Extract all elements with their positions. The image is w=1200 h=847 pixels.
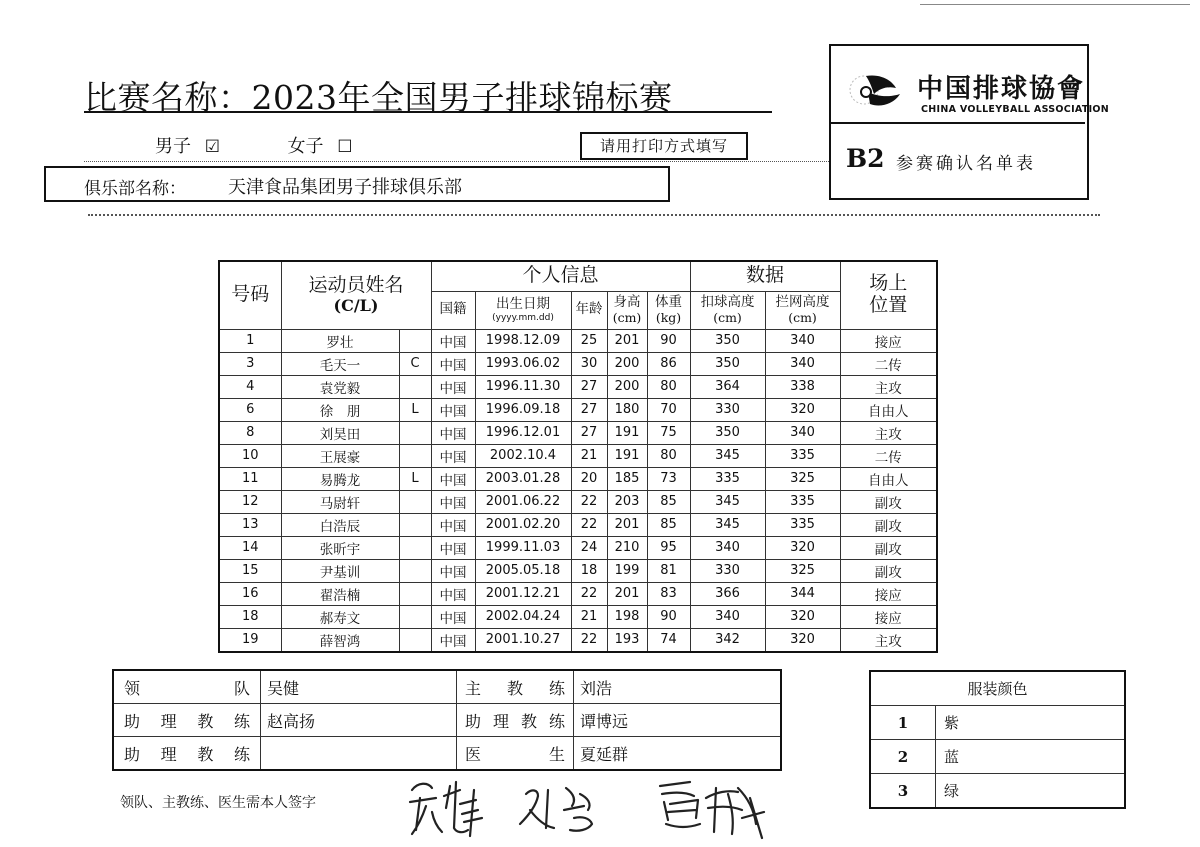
roster-cell-weight: 74 <box>647 628 690 652</box>
roster-cell-block: 320 <box>765 628 840 652</box>
roster-cell-nationality: 中国 <box>431 444 475 467</box>
roster-cell-block: 320 <box>765 398 840 421</box>
competition-label: 比赛名称： <box>84 78 252 117</box>
header-name-sub: (C/L) <box>333 295 379 315</box>
roster-cell-cl <box>399 582 431 605</box>
table-row <box>219 421 937 444</box>
header-number: 号码 <box>219 261 281 329</box>
roster-cell-number: 14 <box>219 536 281 559</box>
roster-cell-number: 11 <box>219 467 281 490</box>
roster-cell-number: 12 <box>219 490 281 513</box>
table-row <box>219 490 937 513</box>
roster-cell-age: 30 <box>571 352 607 375</box>
roster-cell-nationality: 中国 <box>431 582 475 605</box>
association-name-cn: 中国排球協會 <box>917 74 1086 104</box>
roster-cell-block: 340 <box>765 421 840 444</box>
header-height-label: 身高 <box>613 294 641 311</box>
staff-name-left <box>261 737 457 771</box>
header-name <box>281 261 431 329</box>
roster-cell-number: 13 <box>219 513 281 536</box>
roster-cell-age: 18 <box>571 559 607 582</box>
roster-cell-birth: 1996.09.18 <box>475 398 571 421</box>
volleyball-logo-icon <box>844 68 908 112</box>
roster-cell-name: 徐 朋 <box>281 398 399 421</box>
roster-cell-birth: 2001.02.20 <box>475 513 571 536</box>
uniform-color-value: 绿 <box>936 774 1126 809</box>
roster-cell-position: 主攻 <box>840 421 937 444</box>
roster-cell-age: 20 <box>571 467 607 490</box>
roster-cell-nationality: 中国 <box>431 375 475 398</box>
header-birth-format: (yyyy.mm.dd) <box>492 312 554 323</box>
roster-cell-age: 27 <box>571 398 607 421</box>
table-row <box>219 628 937 652</box>
header-position-l2: 位置 <box>869 294 908 317</box>
staff-name-right: 夏延群 <box>574 737 782 771</box>
gender-selection <box>155 132 360 158</box>
uniform-color-row <box>870 706 1125 740</box>
roster-cell-name: 王展豪 <box>281 444 399 467</box>
roster-cell-block: 320 <box>765 536 840 559</box>
roster-cell-number: 6 <box>219 398 281 421</box>
roster-cell-block: 344 <box>765 582 840 605</box>
header-data: 数据 <box>690 261 840 291</box>
roster-cell-name: 尹基训 <box>281 559 399 582</box>
table-row <box>219 605 937 628</box>
uniform-color-value: 蓝 <box>936 740 1126 774</box>
roster-cell-height: 191 <box>607 444 647 467</box>
header-spike <box>690 291 765 329</box>
staff-role-left: 领队 <box>113 670 261 704</box>
header-height <box>607 291 647 329</box>
roster-cell-number: 8 <box>219 421 281 444</box>
roster-cell-name: 白浩辰 <box>281 513 399 536</box>
roster-cell-nationality: 中国 <box>431 421 475 444</box>
table-row <box>219 536 937 559</box>
roster-cell-birth: 2001.06.22 <box>475 490 571 513</box>
print-note: 请用打印方式填写 <box>580 132 748 160</box>
roster-cell-height: 199 <box>607 559 647 582</box>
roster-cell-name: 马尉轩 <box>281 490 399 513</box>
uniform-color-row <box>870 774 1125 809</box>
roster-cell-number: 3 <box>219 352 281 375</box>
roster-cell-age: 27 <box>571 375 607 398</box>
club-label: 俱乐部名称： <box>84 179 186 199</box>
roster-cell-nationality: 中国 <box>431 559 475 582</box>
roster-cell-number: 10 <box>219 444 281 467</box>
roster-cell-weight: 75 <box>647 421 690 444</box>
roster-cell-birth: 1998.12.09 <box>475 329 571 352</box>
club-name: 天津食品集团男子排球俱乐部 <box>228 177 462 198</box>
roster-cell-birth: 2002.10.4 <box>475 444 571 467</box>
staff-table <box>112 669 782 771</box>
roster-cell-name: 薛智鸿 <box>281 628 399 652</box>
header-nationality: 国籍 <box>431 291 475 329</box>
header-block <box>765 291 840 329</box>
table-row <box>219 398 937 421</box>
uniform-color-row <box>870 740 1125 774</box>
roster-cell-number: 18 <box>219 605 281 628</box>
roster-cell-nationality: 中国 <box>431 513 475 536</box>
table-row <box>219 329 937 352</box>
roster-cell-birth: 1996.11.30 <box>475 375 571 398</box>
roster-cell-height: 200 <box>607 375 647 398</box>
handwritten-signatures <box>398 768 778 846</box>
staff-role-right: 助理教练 <box>457 704 574 737</box>
roster-cell-number: 4 <box>219 375 281 398</box>
roster-cell-name: 郝寿文 <box>281 605 399 628</box>
roster-cell-position: 自由人 <box>840 398 937 421</box>
header-weight-unit: (kg) <box>655 309 682 325</box>
roster-cell-weight: 80 <box>647 375 690 398</box>
roster-cell-position: 副攻 <box>840 513 937 536</box>
dotted-separator <box>88 214 1100 216</box>
roster-cell-block: 335 <box>765 513 840 536</box>
roster-cell-position: 二传 <box>840 444 937 467</box>
roster-cell-cl <box>399 605 431 628</box>
roster-cell-weight: 86 <box>647 352 690 375</box>
roster-cell-birth: 1993.06.02 <box>475 352 571 375</box>
title-underline <box>84 111 772 113</box>
roster-cell-age: 25 <box>571 329 607 352</box>
roster-cell-height: 210 <box>607 536 647 559</box>
competition-name: 2023年全国男子排球锦标赛 <box>251 78 673 117</box>
roster-cell-name: 翟浩楠 <box>281 582 399 605</box>
roster-cell-spike: 335 <box>690 467 765 490</box>
roster-body <box>219 329 937 652</box>
header-block-label: 拦网高度 <box>775 294 830 311</box>
roster-cell-nationality: 中国 <box>431 605 475 628</box>
roster-cell-position: 接应 <box>840 582 937 605</box>
roster-cell-birth: 2002.04.24 <box>475 605 571 628</box>
male-label: 男子 <box>155 136 191 157</box>
roster-cell-position: 接应 <box>840 329 937 352</box>
roster-cell-name: 袁党毅 <box>281 375 399 398</box>
roster-cell-cl <box>399 536 431 559</box>
roster-cell-block: 335 <box>765 490 840 513</box>
header-personal: 个人信息 <box>431 261 690 291</box>
roster-cell-number: 15 <box>219 559 281 582</box>
roster-cell-weight: 81 <box>647 559 690 582</box>
roster-cell-position: 接应 <box>840 605 937 628</box>
roster-cell-nationality: 中国 <box>431 536 475 559</box>
roster-cell-spike: 330 <box>690 398 765 421</box>
roster-cell-weight: 85 <box>647 490 690 513</box>
header-birth-label: 出生日期 <box>496 296 550 313</box>
female-label: 女子 <box>287 136 324 157</box>
header-weight <box>647 291 690 329</box>
roster-cell-spike: 342 <box>690 628 765 652</box>
roster-cell-position: 副攻 <box>840 559 937 582</box>
roster-cell-cl <box>399 421 431 444</box>
roster-cell-height: 185 <box>607 467 647 490</box>
roster-cell-height: 201 <box>607 329 647 352</box>
roster-cell-spike: 340 <box>690 536 765 559</box>
staff-role-left: 助理教练 <box>113 737 261 771</box>
staff-name-right: 谭博远 <box>574 704 782 737</box>
roster-cell-cl <box>399 329 431 352</box>
roster-cell-weight: 85 <box>647 513 690 536</box>
roster-cell-name: 易腾龙 <box>281 467 399 490</box>
roster-cell-spike: 350 <box>690 329 765 352</box>
top-rule <box>920 4 1190 5</box>
table-row <box>219 444 937 467</box>
roster-cell-cl <box>399 375 431 398</box>
header-spike-label: 扣球高度 <box>700 294 755 311</box>
roster-cell-birth: 2005.05.18 <box>475 559 571 582</box>
uniform-color-number: 3 <box>870 774 936 809</box>
male-checkbox[interactable]: ☑ <box>204 137 220 157</box>
staff-row <box>113 670 781 704</box>
uniform-color-title: 服装颜色 <box>870 671 1125 706</box>
roster-cell-height: 203 <box>607 490 647 513</box>
form-title: 参赛确认名单表 <box>896 154 1036 174</box>
table-row <box>219 352 937 375</box>
roster-cell-age: 21 <box>571 605 607 628</box>
staff-name-left: 吴健 <box>261 670 457 704</box>
roster-cell-nationality: 中国 <box>431 398 475 421</box>
uniform-color-number: 1 <box>870 706 936 740</box>
staff-row <box>113 704 781 737</box>
roster-cell-nationality: 中国 <box>431 329 475 352</box>
roster-cell-spike: 364 <box>690 375 765 398</box>
roster-cell-cl <box>399 444 431 467</box>
form-code: B2 <box>846 144 885 173</box>
roster-cell-position: 副攻 <box>840 536 937 559</box>
staff-row <box>113 737 781 771</box>
roster-cell-position: 副攻 <box>840 490 937 513</box>
roster-cell-birth: 1999.11.03 <box>475 536 571 559</box>
roster-cell-name: 张昕宇 <box>281 536 399 559</box>
roster-cell-block: 325 <box>765 467 840 490</box>
staff-role-right: 主教练 <box>457 670 574 704</box>
staff-body <box>113 670 781 770</box>
roster-cell-height: 193 <box>607 628 647 652</box>
roster-cell-block: 340 <box>765 329 840 352</box>
roster-cell-height: 191 <box>607 421 647 444</box>
roster-cell-block: 320 <box>765 605 840 628</box>
roster-cell-block: 335 <box>765 444 840 467</box>
roster-cell-spike: 340 <box>690 605 765 628</box>
roster-cell-birth: 2003.01.28 <box>475 467 571 490</box>
roster-cell-height: 180 <box>607 398 647 421</box>
roster-cell-cl: L <box>399 398 431 421</box>
roster-cell-name: 毛天一 <box>281 352 399 375</box>
roster-cell-name: 罗壮 <box>281 329 399 352</box>
roster-cell-nationality: 中国 <box>431 467 475 490</box>
association-divider <box>829 122 1085 124</box>
header-weight-label: 体重 <box>655 294 682 311</box>
roster-cell-number: 1 <box>219 329 281 352</box>
table-row <box>219 559 937 582</box>
roster-cell-position: 自由人 <box>840 467 937 490</box>
roster-cell-number: 16 <box>219 582 281 605</box>
staff-role-right: 医生 <box>457 737 574 771</box>
roster-cell-height: 198 <box>607 605 647 628</box>
header-spike-unit: (cm) <box>713 309 742 325</box>
roster-cell-nationality: 中国 <box>431 352 475 375</box>
roster-cell-birth: 1996.12.01 <box>475 421 571 444</box>
header-name-label: 运动员姓名 <box>308 274 404 297</box>
roster-cell-cl <box>399 513 431 536</box>
roster-cell-age: 24 <box>571 536 607 559</box>
roster-cell-cl <box>399 490 431 513</box>
roster-cell-cl: C <box>399 352 431 375</box>
staff-name-right: 刘浩 <box>574 670 782 704</box>
roster-cell-age: 22 <box>571 490 607 513</box>
roster-cell-spike: 350 <box>690 352 765 375</box>
signature-note: 领队、主教练、医生需本人签字 <box>120 795 316 811</box>
header-position-l1: 场上 <box>869 272 908 295</box>
roster-cell-nationality: 中国 <box>431 490 475 513</box>
roster-cell-age: 22 <box>571 513 607 536</box>
roster-cell-block: 325 <box>765 559 840 582</box>
table-row <box>219 513 937 536</box>
roster-cell-cl: L <box>399 467 431 490</box>
roster-cell-weight: 90 <box>647 605 690 628</box>
roster-cell-name: 刘昊田 <box>281 421 399 444</box>
header-height-unit: (cm) <box>612 309 642 325</box>
roster-cell-weight: 83 <box>647 582 690 605</box>
roster-cell-block: 338 <box>765 375 840 398</box>
roster-cell-spike: 345 <box>690 513 765 536</box>
uniform-color-value: 紫 <box>936 706 1126 740</box>
roster-cell-number: 19 <box>219 628 281 652</box>
roster-cell-spike: 345 <box>690 444 765 467</box>
header-age: 年龄 <box>571 291 607 329</box>
uniform-color-table <box>869 670 1126 809</box>
roster-cell-age: 21 <box>571 444 607 467</box>
female-checkbox[interactable]: ☐ <box>337 137 353 157</box>
staff-role-left: 助理教练 <box>113 704 261 737</box>
roster-cell-spike: 350 <box>690 421 765 444</box>
roster-cell-position: 二传 <box>840 352 937 375</box>
roster-cell-cl <box>399 559 431 582</box>
table-row <box>219 467 937 490</box>
roster-cell-weight: 70 <box>647 398 690 421</box>
table-row <box>219 582 937 605</box>
roster-cell-position: 主攻 <box>840 375 937 398</box>
roster-cell-block: 340 <box>765 352 840 375</box>
roster-cell-age: 27 <box>571 421 607 444</box>
dotted-separator <box>84 161 829 162</box>
roster-cell-weight: 80 <box>647 444 690 467</box>
roster-cell-birth: 2001.12.21 <box>475 582 571 605</box>
header-block-unit: (cm) <box>788 309 817 325</box>
uniform-color-number: 2 <box>870 740 936 774</box>
roster-cell-age: 22 <box>571 582 607 605</box>
roster-cell-cl <box>399 628 431 652</box>
roster-cell-weight: 95 <box>647 536 690 559</box>
staff-name-left: 赵高扬 <box>261 704 457 737</box>
association-name-en: CHINA VOLLEYBALL ASSOCIATION <box>921 104 1110 115</box>
header-birth <box>475 291 571 329</box>
roster-cell-nationality: 中国 <box>431 628 475 652</box>
roster-cell-spike: 366 <box>690 582 765 605</box>
uniform-color-body <box>870 671 1125 808</box>
roster-table <box>218 260 938 653</box>
roster-cell-height: 200 <box>607 352 647 375</box>
roster-cell-birth: 2001.10.27 <box>475 628 571 652</box>
roster-cell-position: 主攻 <box>840 628 937 652</box>
roster-cell-spike: 345 <box>690 490 765 513</box>
table-row <box>219 375 937 398</box>
header-position <box>840 261 937 329</box>
roster-cell-weight: 90 <box>647 329 690 352</box>
roster-cell-height: 201 <box>607 513 647 536</box>
roster-cell-height: 201 <box>607 582 647 605</box>
roster-cell-weight: 73 <box>647 467 690 490</box>
roster-cell-age: 22 <box>571 628 607 652</box>
roster-cell-spike: 330 <box>690 559 765 582</box>
